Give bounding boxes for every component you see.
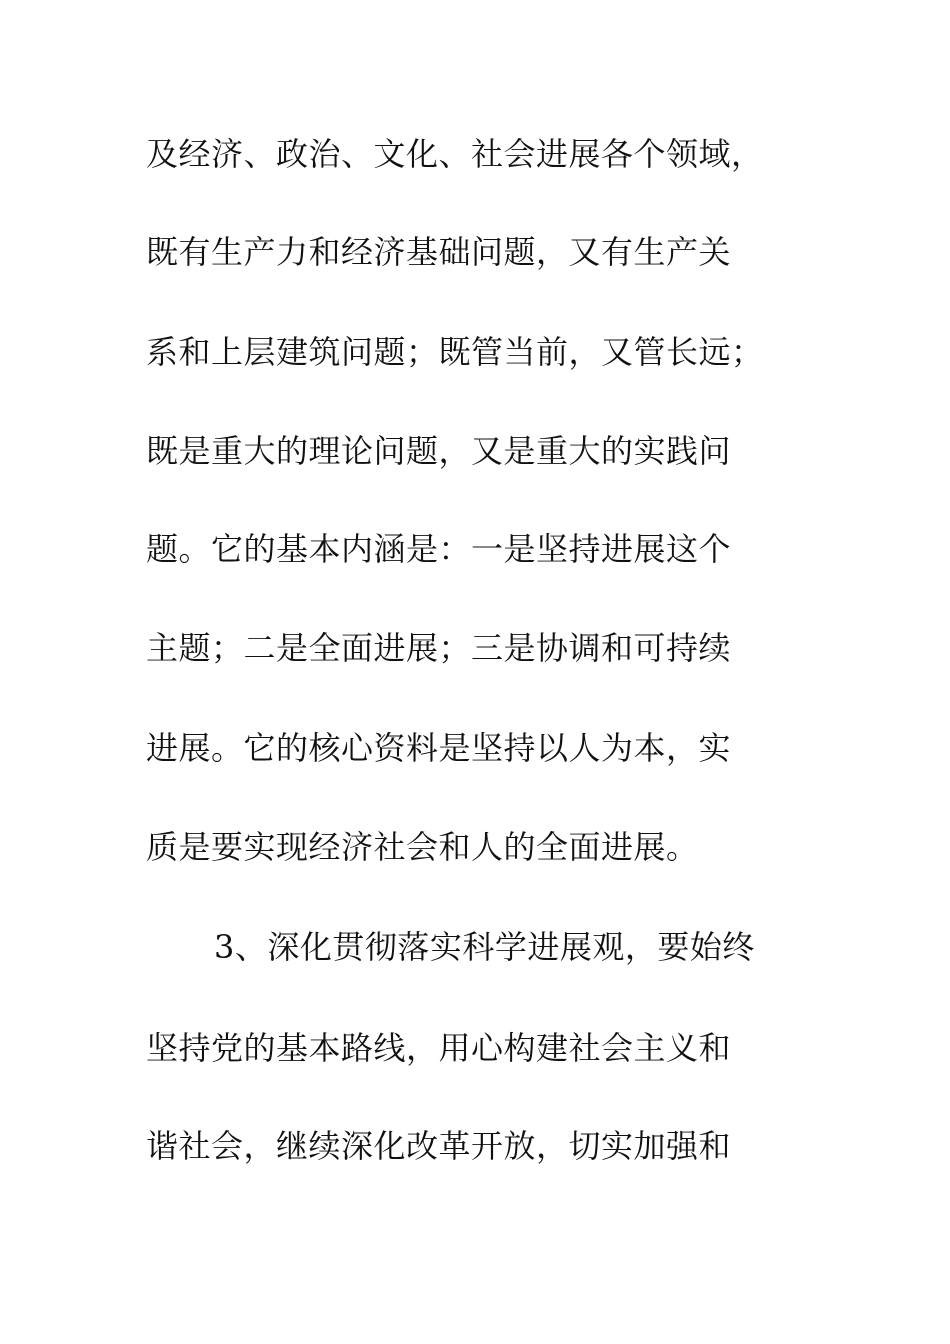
text-line: 坚持党的基本路线，用心构建社会主义和 — [146, 1029, 732, 1067]
text-line: 及经济、政治、文化、社会进展各个领域， — [146, 135, 764, 173]
text-line: 系和上层建筑问题；既管当前，又管长远； — [146, 333, 764, 371]
text-line: 质是要实现经济社会和人的全面进展。 — [146, 828, 699, 866]
text-line: 进展。它的核心资料是坚持以人为本，实 — [146, 729, 732, 767]
text-line: 主题；二是全面进展；三是协调和可持续 — [146, 629, 732, 667]
text-line: 既是重大的理论问题，又是重大的实践问 — [146, 432, 732, 470]
paragraph-start-line: 3、深化贯彻落实科学进展观，要始终 — [214, 928, 755, 966]
text-line: 既有生产力和经济基础问题，又有生产关 — [146, 233, 732, 271]
text-line: 谐社会，继续深化改革开放，切实加强和 — [146, 1127, 732, 1165]
text-line: 题。它的基本内涵是：一是坚持进展这个 — [146, 530, 732, 568]
